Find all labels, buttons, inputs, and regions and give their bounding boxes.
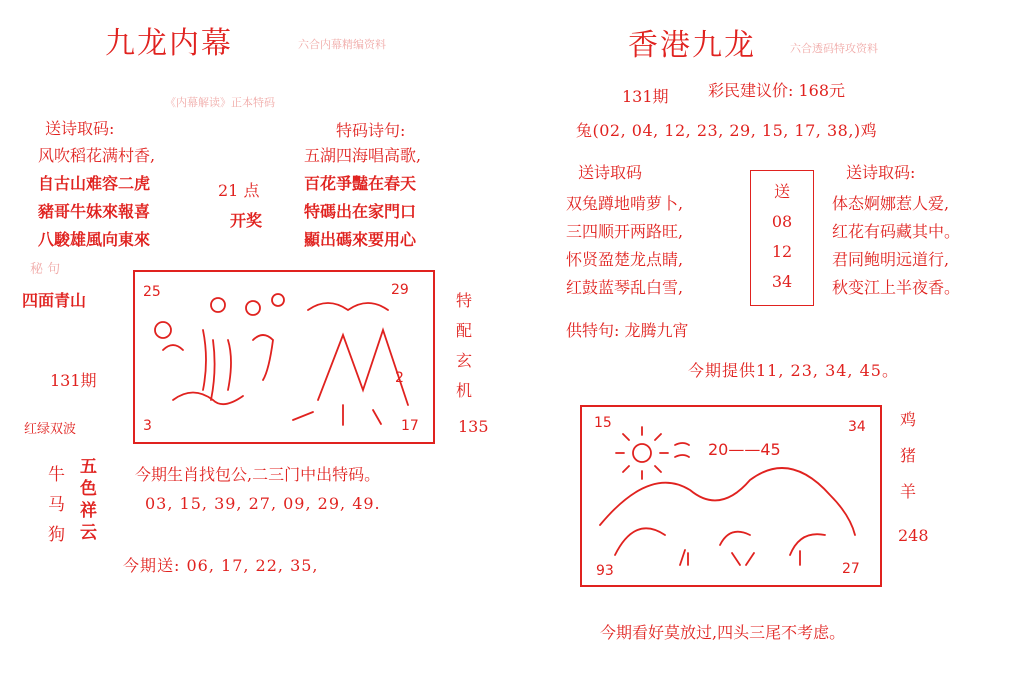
left-vertical-char: 特 (456, 291, 473, 310)
phrase-char: 色 (80, 479, 97, 499)
left-poem-line: 风吹稻花满村香, (38, 146, 156, 165)
right-poem-block-left (566, 190, 683, 302)
right-sketch-top-right: 34 (848, 419, 866, 435)
left-poem-line: 豬哥牛妹來報喜 (38, 202, 151, 221)
sketch-mark (293, 405, 381, 425)
left-color-hint: 红绿双波 (24, 422, 77, 437)
right-poem-line: 君同鲍明远道行, (832, 250, 950, 269)
left-sketch-top-left: 25 (143, 284, 161, 300)
right-sketch-range: 20——45 (708, 440, 781, 459)
song-box-number: 12 (771, 242, 793, 261)
animal-char: 马 (48, 495, 65, 515)
right-sketch-bottom-right: 27 (842, 561, 860, 577)
left-vertical-char: 配 (456, 321, 473, 340)
left-zodiac-text: 今期生肖找包公,二三门中出特码。 (135, 465, 381, 484)
phrase-char: 祥 (80, 501, 97, 521)
right-poem-line: 怀贤盈楚龙点睛, (566, 250, 684, 269)
sketch-mark (318, 330, 408, 405)
sketch-mark (203, 330, 231, 400)
phrase-char: 云 (80, 523, 97, 543)
right-sketch-bottom-left: 93 (596, 563, 614, 579)
sketch-mark (163, 345, 183, 350)
right-poem-line: 三四顺开两路旺, (566, 222, 684, 241)
sketch-mark (272, 294, 284, 306)
left-num-right: 135 (458, 417, 489, 436)
right-vertical-hint (900, 402, 916, 510)
sketch-mark (173, 393, 243, 405)
left-sketch (133, 270, 435, 444)
left-poem-line: 八駿雄風向東來 (38, 230, 151, 249)
left-special-line: 五湖四海唱高歌, (304, 146, 422, 165)
left-title: 九龙内幕 (105, 26, 233, 61)
left-issue: 131期 (50, 371, 97, 390)
right-provide-numbers: 今期提供11, 23, 34, 45。 (688, 361, 899, 380)
left-poem-block (38, 142, 155, 254)
right-vertical-char: 羊 (900, 482, 917, 501)
right-poem-head-right: 送诗取码: (846, 163, 916, 182)
sketch-mark (253, 335, 273, 380)
sketch-mark (211, 298, 225, 312)
right-sketch-top-left: 15 (594, 415, 612, 431)
right-num-right: 248 (898, 526, 929, 545)
left-special-head: 特码诗句: (336, 121, 406, 140)
sketch-mark (246, 301, 260, 315)
right-poem-head-left: 送诗取码 (578, 163, 643, 182)
left-animals-col1 (48, 460, 65, 550)
sun-icon (633, 444, 651, 462)
right-poem-line: 秋变江上半夜香。 (832, 278, 961, 297)
song-box-number: 08 (771, 212, 793, 231)
left-special-block (304, 142, 421, 254)
phrase-char: 五 (80, 457, 97, 477)
right-poem-line: 双兔蹲地啃萝卜, (566, 194, 684, 213)
mountain-icon (600, 468, 855, 535)
mountain-icon (615, 528, 825, 555)
left-vertical-char: 玄 (456, 351, 473, 370)
left-sub-note: 《内幕解读》正本特码 (165, 96, 275, 109)
right-sketch (580, 405, 882, 587)
left-clue-open: 开奖 (230, 211, 263, 230)
left-vertical-hint (456, 286, 472, 406)
left-poem-line: 自古山难容二虎 (38, 174, 151, 193)
sketch-mark (155, 322, 171, 338)
right-special-phrase: 供特句: 龙腾九宵 (566, 321, 689, 340)
right-poem-line: 红花有码藏其中。 (832, 222, 961, 241)
right-song-box (750, 170, 814, 306)
grass-icon (680, 550, 800, 565)
sun-rays-icon (616, 427, 668, 479)
left-side-label: 秘 句 (30, 262, 61, 277)
song-box-number: 34 (771, 272, 793, 291)
song-box-label: 送 (773, 182, 790, 201)
right-title: 香港九龙 (628, 28, 756, 63)
left-title-note: 六合内幕精编资料 (298, 38, 386, 51)
right-vertical-char: 鸡 (900, 410, 917, 429)
left-sketch-top-right: 29 (391, 282, 409, 298)
right-rabbit-line: 兔(02, 04, 12, 23, 29, 15, 17, 38,)鸡 (576, 121, 878, 140)
right-poem-block-right (832, 190, 960, 302)
left-sketch-mid: 2 (395, 370, 404, 386)
left-sketch-bottom-left: 3 (143, 418, 152, 434)
sketch-mark (308, 303, 388, 310)
left-special-line: 百花爭豔在春天 (304, 174, 417, 193)
right-price: 彩民建议价: 168元 (708, 81, 846, 100)
left-clue-time: 21 点 (218, 181, 260, 200)
left-animals-col2 (80, 456, 97, 544)
right-vertical-char: 猪 (900, 446, 917, 465)
right-issue: 131期 (622, 87, 669, 106)
right-poem-line: 体态婀娜惹人爱, (832, 194, 950, 213)
left-special-line: 特碼出在家門口 (304, 202, 417, 221)
left-special-line: 顯出碼來要用心 (304, 230, 417, 249)
left-side-phrase: 四面青山 (22, 291, 87, 310)
cloud-icon (675, 443, 689, 457)
animal-char: 牛 (48, 465, 65, 485)
left-send-numbers: 今期送: 06, 17, 22, 35, (123, 556, 319, 575)
left-zodiac-numbers: 03, 15, 39, 27, 09, 29, 49. (145, 494, 381, 513)
animal-char: 狗 (48, 525, 65, 545)
right-poem-line: 红鼓蓝琴乱白雪, (566, 278, 684, 297)
right-title-note: 六合透码特攻资料 (790, 42, 878, 55)
right-bottom-text: 今期看好莫放过,四头三尾不考虑。 (600, 623, 846, 642)
left-vertical-char: 机 (456, 381, 473, 400)
left-sketch-bottom-right: 17 (401, 418, 419, 434)
left-poem-head: 送诗取码: (45, 119, 115, 138)
